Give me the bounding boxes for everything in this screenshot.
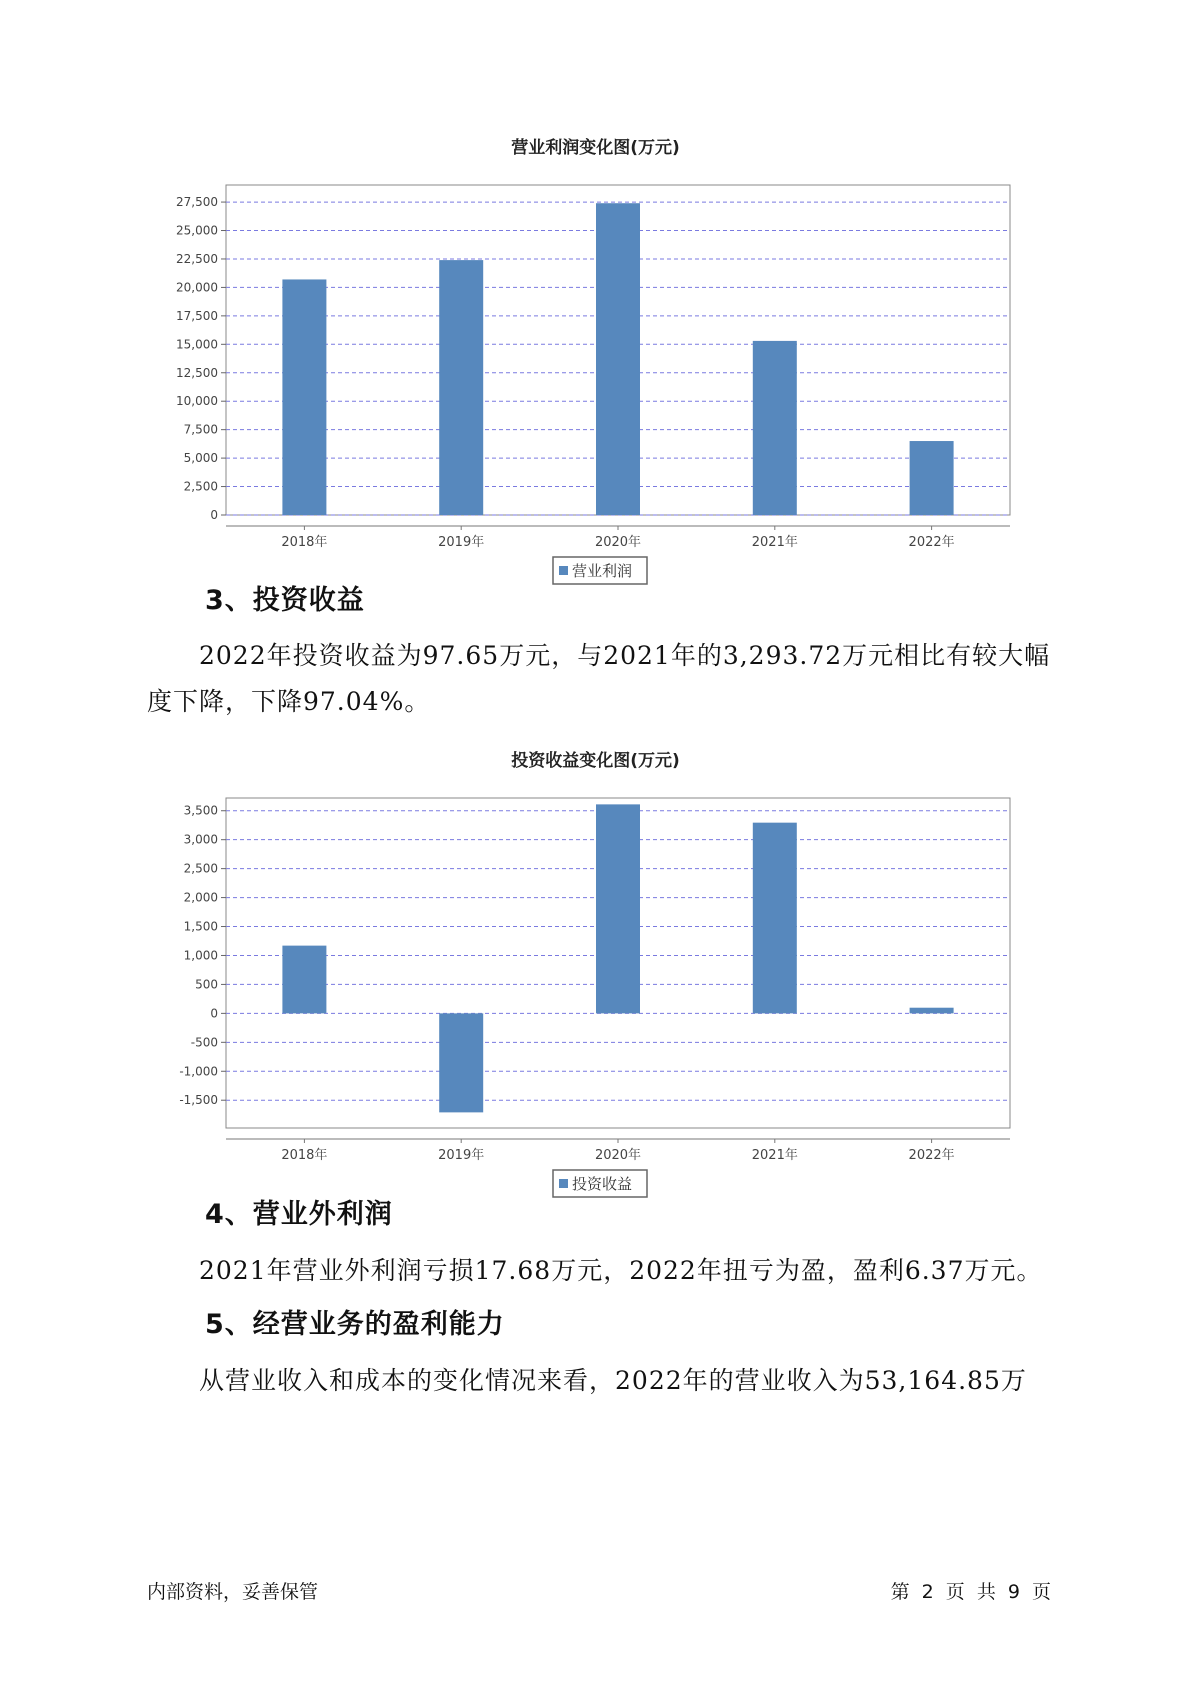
y-tick-label: 10,000: [176, 394, 218, 409]
y-tick-label: -500: [190, 1035, 218, 1050]
y-tick-label: 5,000: [183, 451, 218, 466]
bar: [753, 341, 797, 515]
y-tick-label: 25,000: [176, 223, 218, 238]
investment-income-chart: [0, 778, 1191, 1193]
bar: [439, 1013, 483, 1112]
x-tick-label: 2021年: [751, 535, 798, 550]
x-tick-label: 2022年: [908, 535, 955, 550]
y-tick-label: 0: [210, 508, 218, 522]
y-tick-label: 1,500: [183, 919, 218, 934]
x-tick-label: 2018年: [281, 535, 328, 550]
y-tick-label: 20,000: [176, 280, 218, 295]
y-tick-label: 2,000: [183, 890, 218, 905]
x-tick-label: 2021年: [751, 1148, 798, 1163]
bar: [596, 804, 640, 1013]
legend-label: 营业利润: [572, 562, 633, 580]
y-tick-label: -1,500: [179, 1093, 218, 1108]
x-tick-label: 2022年: [908, 1148, 955, 1163]
y-tick-label: 22,500: [176, 251, 218, 266]
chart2-title: 投资收益变化图(万元): [511, 751, 680, 771]
y-tick-label: 1,000: [183, 948, 218, 963]
legend-label: 投资收益: [572, 1175, 633, 1193]
section-4-heading: 4、营业外利润: [205, 1199, 393, 1230]
footer-page-number: 第 2 页 共 9 页: [890, 1581, 1051, 1603]
bar: [282, 279, 326, 515]
y-tick-label: 15,000: [176, 337, 218, 352]
y-tick-label: 17,500: [176, 308, 218, 323]
y-tick-label: 2,500: [183, 479, 218, 494]
y-tick-label: 0: [210, 1006, 218, 1021]
bar: [753, 823, 797, 1014]
y-tick-label: 7,500: [183, 422, 218, 437]
bar: [910, 441, 954, 515]
bar: [439, 260, 483, 515]
bar: [910, 1008, 954, 1014]
operating-profit-chart: [0, 165, 1191, 580]
y-tick-label: 3,000: [183, 832, 218, 847]
legend-swatch: [559, 566, 568, 575]
y-tick-label: 3,500: [183, 803, 218, 818]
bar: [282, 946, 326, 1014]
footer-confidential-note: 内部资料，妥善保管: [147, 1581, 319, 1603]
section-3-paragraph: 2022年投资收益为97.65万元，与2021年的3,293.72万元相比有较大幅度下降，下降97.04%。: [147, 641, 1051, 716]
x-tick-label: 2019年: [438, 535, 485, 550]
x-tick-label: 2019年: [438, 1148, 485, 1163]
section-4-paragraph: 2021年营业外利润亏损17.68万元，2022年扭亏为盈，盈利6.37万元。: [199, 1256, 1043, 1285]
chart1-title: 营业利润变化图(万元): [511, 138, 680, 158]
x-tick-label: 2018年: [281, 1148, 328, 1163]
x-tick-label: 2020年: [594, 1148, 642, 1163]
y-tick-label: 500: [195, 977, 218, 992]
bar: [596, 203, 640, 515]
legend-swatch: [559, 1179, 568, 1188]
y-tick-label: 27,500: [176, 195, 218, 210]
section-5-heading: 5、经营业务的盈利能力: [205, 1309, 505, 1340]
y-tick-label: 12,500: [176, 365, 218, 380]
section-5-paragraph: 从营业收入和成本的变化情况来看，2022年的营业收入为53,164.85万: [199, 1366, 1027, 1395]
y-tick-label: 2,500: [183, 861, 218, 876]
section-3-heading: 3、投资收益: [205, 585, 365, 616]
x-tick-label: 2020年: [594, 535, 642, 550]
y-tick-label: -1,000: [179, 1064, 218, 1079]
